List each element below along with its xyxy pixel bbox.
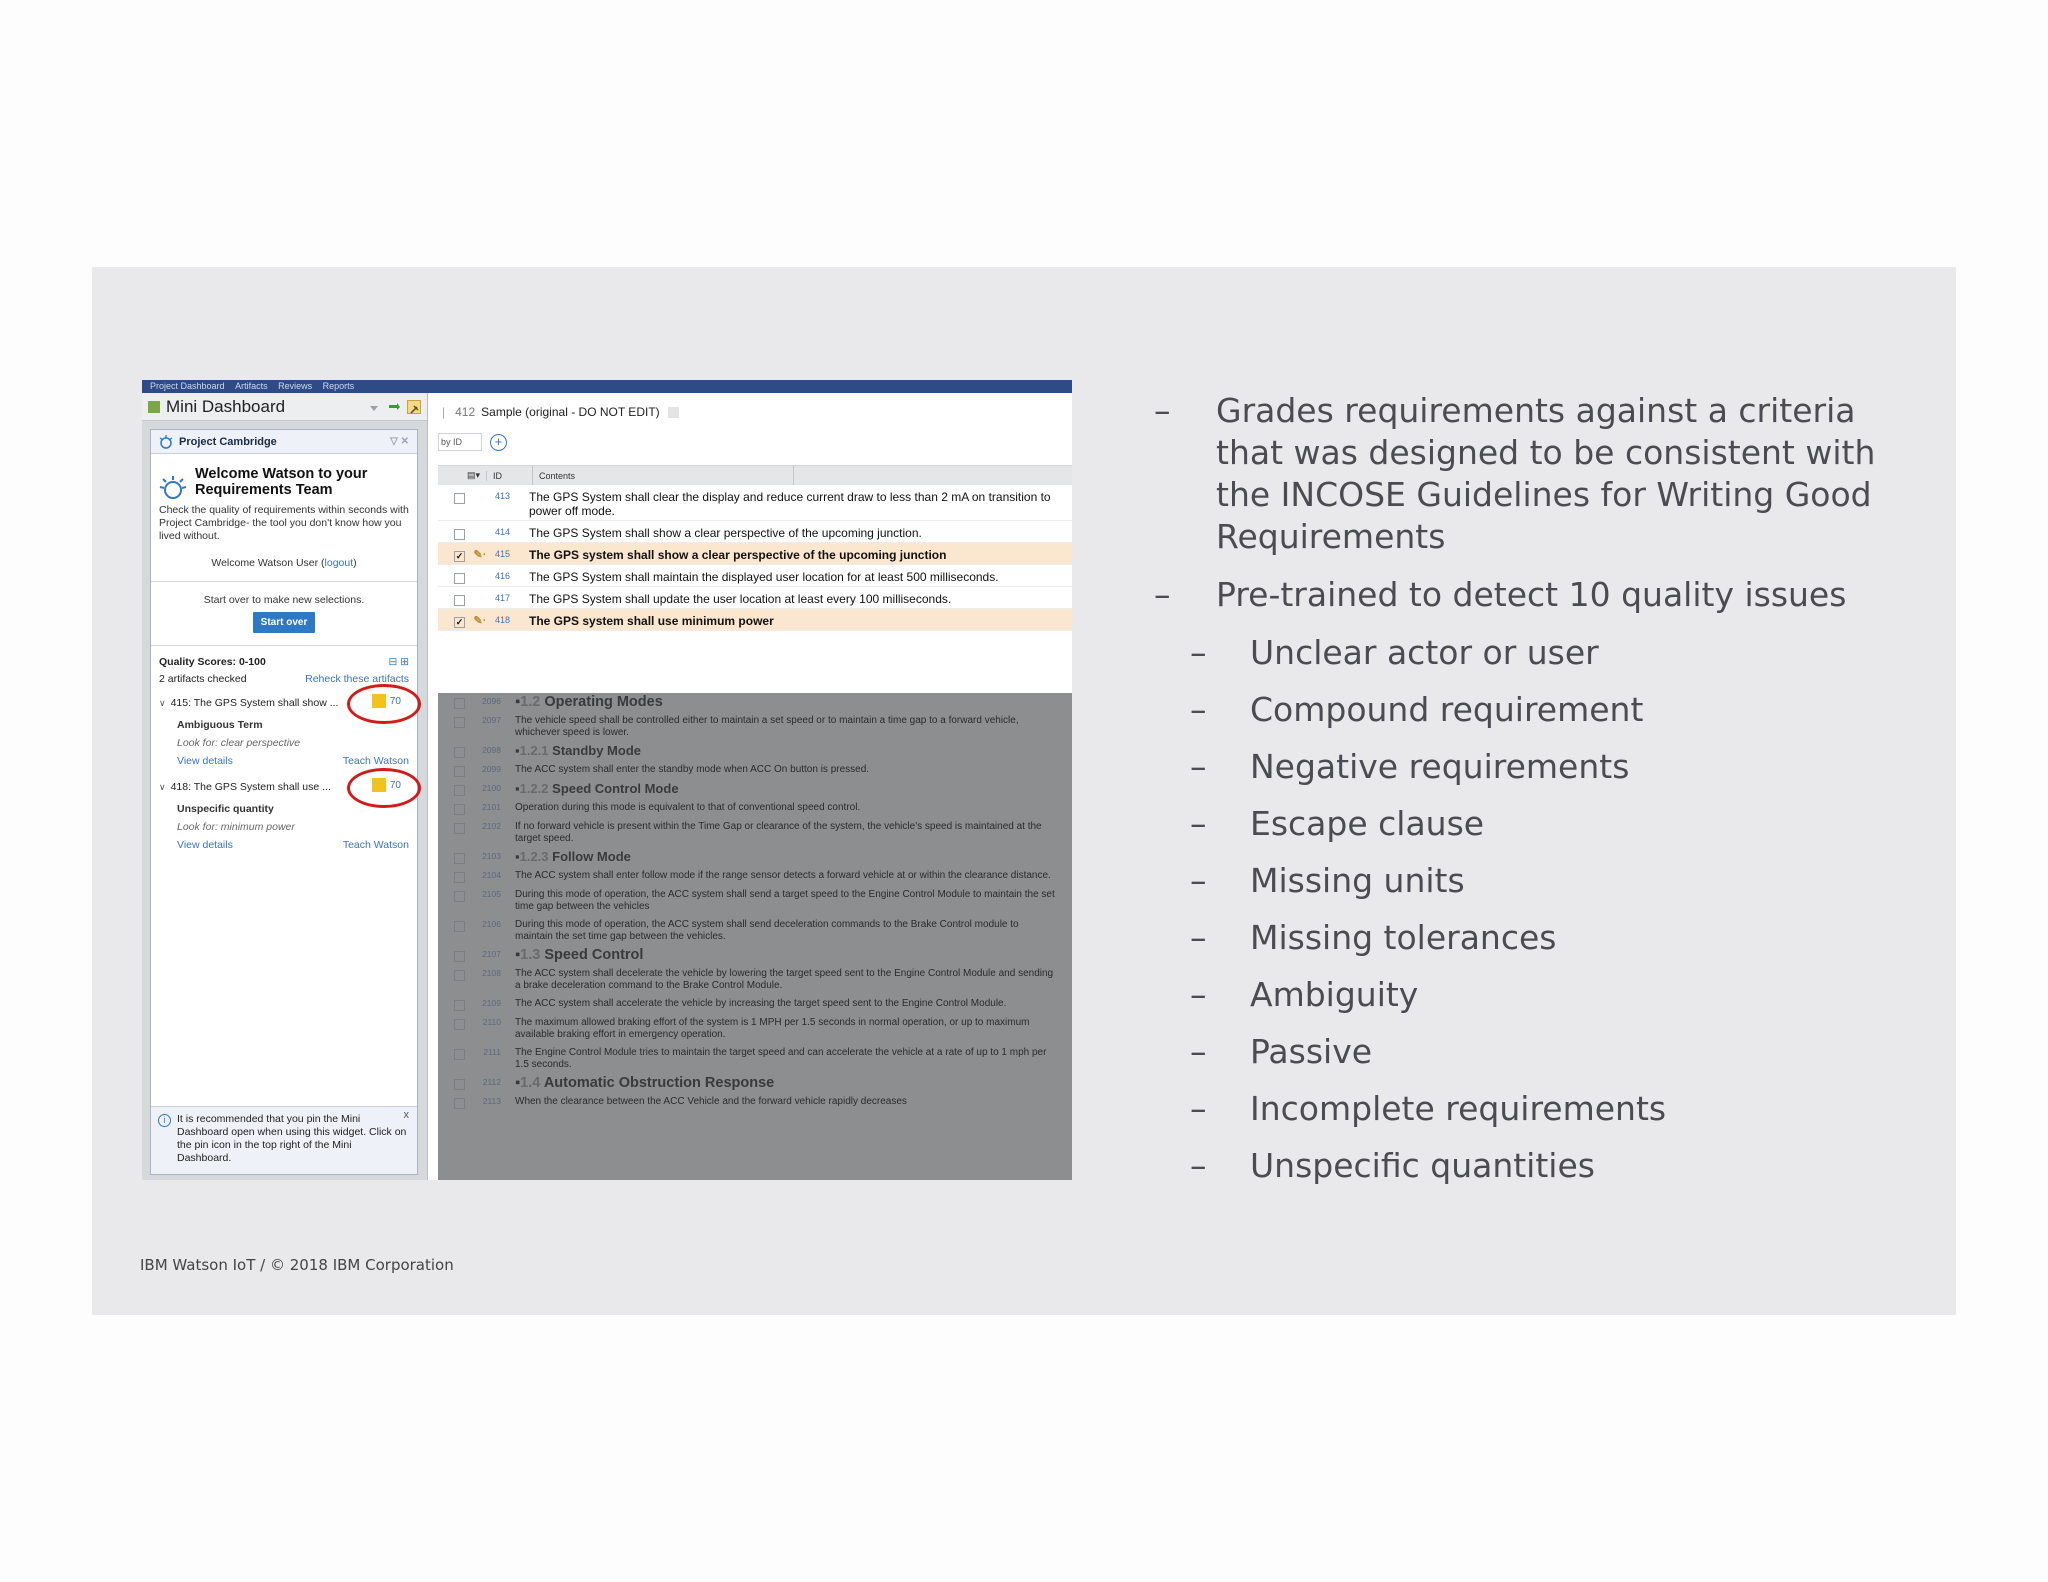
section-heading-row: [438, 848, 1072, 867]
table-row: [438, 712, 1072, 742]
row-checkbox: [454, 698, 465, 709]
row-contents: The maximum allowed braking effort of the system is 1 MPH per 1.5 seconds in normal operation, or up to maximum available braking effort in emergency operation.: [515, 1017, 1030, 1040]
bullet-dash: –: [1190, 975, 1207, 1014]
bullet-list: [1154, 390, 1914, 1202]
bullet-item: [1154, 390, 1914, 558]
section-heading: ▪1.2 Operating Modes: [515, 694, 663, 710]
section-title: Speed Control Mode: [552, 781, 679, 796]
watson-logo-icon: [159, 474, 187, 502]
dashboard-grid-icon: [148, 401, 160, 413]
issue-title[interactable]: 415: The GPS System shall show ...: [170, 697, 339, 709]
startover-section: [151, 594, 417, 633]
row-contents: The ACC system shall accelerate the vehicle by increasing the target speed sent to the Engine Control Module.: [515, 998, 1007, 1009]
collapse-expand-icons[interactable]: ⊟ ⊞: [388, 656, 409, 668]
mini-dashboard-header: [142, 393, 427, 421]
table-row[interactable]: [438, 543, 1072, 565]
logout-link[interactable]: logout: [324, 557, 354, 569]
table-row: [438, 1093, 1072, 1112]
sub-bullet-item: [1154, 746, 1914, 788]
bullet-dash: –: [1190, 804, 1207, 843]
row-contents: When the clearance between the ACC Vehicle and the forward vehicle rapidly decreases: [515, 1096, 907, 1107]
row-contents: The GPS system shall use minimum power: [529, 614, 774, 628]
row-contents: The GPS System shall show a clear perspective of the upcoming junction.: [529, 526, 922, 540]
row-checkbox[interactable]: [454, 595, 465, 606]
bullet-dash: –: [1190, 861, 1207, 900]
table-row[interactable]: [438, 609, 1072, 631]
divider: [151, 581, 417, 582]
tip-text: It is recommended that you pin the Mini Dashboard open when using this widget. Click on the pin icon in the top right of the Mini Dashboard.: [177, 1113, 407, 1164]
bullet-text: Pre-trained to detect 10 quality issues: [1216, 575, 1847, 614]
annotation-circle: [347, 768, 421, 808]
row-checkbox: [454, 951, 465, 962]
widget-title-bar: [151, 430, 417, 454]
sub-bullet-item: [1154, 1145, 1914, 1187]
bullet-text: Negative requirements: [1250, 747, 1630, 786]
recheck-link[interactable]: Reheck these artifacts: [305, 673, 409, 685]
section-number: 1.2.2: [519, 781, 549, 796]
row-contents: The GPS System shall maintain the displayed user location for at least 500 milliseconds.: [529, 570, 999, 584]
teach-watson-link[interactable]: Teach Watson: [342, 839, 409, 851]
section-heading: ▪1.2.2 Speed Control Mode: [515, 781, 679, 796]
user-line: [159, 557, 409, 569]
slide-footer: IBM Watson IoT / © 2018 IBM Corporation: [140, 1256, 454, 1274]
edit-pencil-icon[interactable]: ✎·: [473, 615, 487, 627]
project-cambridge-widget: [150, 429, 418, 1175]
view-details-link[interactable]: View details: [177, 755, 233, 767]
bullet-dash: –: [1154, 575, 1171, 614]
row-checkbox: [454, 823, 465, 834]
row-id: 2109: [482, 998, 501, 1008]
row-checkbox: [454, 1079, 465, 1090]
row-id: 2102: [482, 821, 501, 831]
row-checkbox: [454, 1000, 465, 1011]
module-header: [438, 393, 1072, 431]
row-checkbox: [454, 1049, 465, 1060]
row-contents: The GPS System shall update the user location at least every 100 milliseconds.: [529, 592, 952, 606]
section-title: Automatic Obstruction Response: [543, 1075, 775, 1091]
pin-icon[interactable]: [407, 400, 421, 414]
row-checkbox: [454, 970, 465, 981]
row-checkbox: [454, 872, 465, 883]
nav-tab-dashboard[interactable]: Project Dashboard: [150, 381, 225, 391]
bullet-text: Compound requirement: [1250, 690, 1644, 729]
row-contents: The ACC system shall decelerate the vehicle by lowering the target speed sent to the Engine Control Module and sending a brake deceleration command to the Brake Control Module.: [515, 968, 1054, 991]
welcome-section: [151, 454, 417, 569]
issue-item: [159, 781, 409, 851]
row-id: 2108: [482, 968, 501, 978]
widget-controls[interactable]: ▽ ✕: [390, 436, 409, 447]
issue-title[interactable]: 418: The GPS System shall use ...: [170, 781, 331, 793]
table-row: [438, 965, 1072, 995]
row-id: 2104: [482, 870, 501, 880]
row-id: 2101: [482, 802, 501, 812]
row-checkbox: [454, 717, 465, 728]
scores-title: Quality Scores: 0-100: [159, 656, 266, 668]
row-checkbox: [454, 804, 465, 815]
start-over-button[interactable]: Start over: [253, 612, 316, 633]
bullet-dash: –: [1190, 1089, 1207, 1128]
section-heading: ▪1.3 Speed Control: [515, 947, 644, 963]
nav-tab-artifacts[interactable]: Artifacts: [235, 381, 268, 391]
row-id[interactable]: 416: [495, 571, 511, 581]
bullet-dash: –: [1190, 690, 1207, 729]
bullet-text: Unclear actor or user: [1250, 633, 1599, 672]
bullet-text: Ambiguity: [1250, 975, 1419, 1014]
row-contents: The GPS system shall show a clear perspective of the upcoming junction: [529, 548, 947, 562]
sub-bullet-item: [1154, 917, 1914, 959]
nav-tab-reports[interactable]: Reports: [322, 381, 355, 391]
table-row: [438, 867, 1072, 886]
row-checkbox[interactable]: [454, 573, 465, 584]
bullet-text: Passive: [1250, 1032, 1373, 1071]
bullet-item: [1154, 574, 1914, 616]
bullet-text: Escape clause: [1250, 804, 1485, 843]
section-heading-row: [438, 742, 1072, 761]
section-heading-row: [438, 780, 1072, 799]
section-title: Operating Modes: [544, 694, 663, 710]
row-id[interactable]: 415: [495, 549, 511, 559]
add-filter-icon[interactable]: +: [490, 434, 507, 451]
section-heading: ▪1.2.1 Standby Mode: [515, 743, 641, 758]
bullet-dash: –: [1190, 633, 1207, 672]
row-id: 2113: [482, 1096, 501, 1106]
column-id[interactable]: ID: [486, 471, 532, 481]
mini-dashboard-title: Mini Dashboard: [166, 396, 286, 416]
table-row: [438, 1044, 1072, 1074]
bullet-dash: –: [1154, 391, 1171, 430]
issue-item: [159, 697, 409, 767]
row-contents: During this mode of operation, the ACC system shall send a target speed to the Engine Control Module to maintain the set time gap between the vehicles: [515, 889, 1055, 912]
row-id[interactable]: 413: [495, 491, 511, 501]
row-contents: If no forward vehicle is present within the Time Gap or clearance of the system, the vehicle's speed is maintained at the target speed.: [515, 821, 1042, 844]
row-id: 2105: [482, 889, 501, 899]
table-header: [438, 465, 1072, 485]
row-id: 2106: [482, 919, 501, 929]
row-id: 2112: [482, 1077, 501, 1087]
teach-watson-link[interactable]: Teach Watson: [342, 755, 409, 767]
bullet-text: Grades requirements against a criteria that was designed to be consistent with the INCOSE Guidelines for Writing Good Requirements: [1216, 391, 1876, 556]
column-options-icon[interactable]: ▤▾: [466, 470, 480, 480]
table-row: [438, 761, 1072, 780]
user-text-end: ): [353, 557, 357, 569]
row-checkbox[interactable]: ✓: [455, 617, 464, 627]
row-id: 2100: [482, 783, 501, 793]
close-icon[interactable]: x: [403, 1109, 409, 1121]
table-row[interactable]: [438, 521, 1072, 543]
module-number: 412: [455, 405, 476, 419]
table-row[interactable]: [438, 485, 1072, 521]
column-contents[interactable]: Contents: [532, 466, 794, 485]
score-value: 70: [389, 695, 401, 707]
refresh-icon[interactable]: [387, 400, 401, 414]
section-number: 1.2: [520, 694, 541, 710]
table-row: [438, 799, 1072, 818]
sub-bullet-item: [1154, 974, 1914, 1016]
row-checkbox: [454, 853, 465, 864]
sub-bullet-item: [1154, 1031, 1914, 1073]
annotation-circle: [347, 684, 421, 724]
table-row: [438, 1014, 1072, 1044]
issue-look-for: Look for: minimum power: [177, 821, 295, 833]
bullet-dash: –: [1190, 1032, 1207, 1071]
row-contents: The Engine Control Module tries to maintain the target speed and can accelerate the vehicle at a rate of up to 1 mph per 1.5 seconds.: [515, 1047, 1047, 1070]
sub-bullet-item: [1154, 860, 1914, 902]
section-heading-row: [438, 1074, 1072, 1093]
table-row: [438, 916, 1072, 946]
issue-type: Unspecific quantity: [177, 803, 274, 815]
startover-text: Start over to make new selections.: [203, 594, 365, 606]
module-title: Sample (original - DO NOT EDIT): [481, 405, 660, 419]
row-contents: The ACC system shall enter the standby mode when ACC On button is pressed.: [515, 764, 870, 775]
row-checkbox[interactable]: ✓: [455, 551, 464, 561]
view-details-link[interactable]: View details: [177, 839, 233, 851]
bullet-text: Unspecific quantities: [1250, 1146, 1595, 1185]
watson-small-icon: [158, 435, 174, 449]
section-heading: ▪1.4 Automatic Obstruction Response: [515, 1075, 775, 1091]
row-id: 2099: [482, 764, 501, 774]
info-icon: i: [158, 1114, 171, 1127]
nav-tab-reviews[interactable]: Reviews: [278, 381, 313, 391]
table-row: [438, 995, 1072, 1014]
chevron-down-icon[interactable]: ∨: [159, 697, 166, 708]
sub-bullet-item: [1154, 689, 1914, 731]
collapse-icon[interactable]: [367, 400, 381, 414]
dimmed-artifact-rows: [438, 693, 1072, 1180]
help-icon[interactable]: [668, 407, 679, 418]
user-text: Welcome Watson User (: [211, 557, 325, 569]
row-id: 2111: [483, 1047, 501, 1057]
row-contents: The ACC system shall enter follow mode if the range sensor detects a forward vehicle at or within the clearance distance.: [515, 870, 1051, 881]
bullet-dash: –: [1190, 918, 1207, 957]
row-contents: During this mode of operation, the ACC system shall send deceleration commands to the Brake Control module to maintain the set time gap between the vehicles.: [515, 919, 1019, 942]
quality-scores: [151, 646, 417, 851]
row-checkbox[interactable]: [454, 493, 465, 504]
row-checkbox: [454, 785, 465, 796]
artifact-view: [438, 393, 1072, 1180]
widget-title: Project Cambridge: [179, 435, 277, 448]
row-id: 2103: [482, 851, 501, 861]
issue-type: Ambiguous Term: [177, 719, 263, 731]
chevron-down-icon[interactable]: ∨: [159, 781, 166, 792]
row-id[interactable]: 417: [495, 593, 511, 603]
row-id[interactable]: 418: [495, 615, 511, 625]
section-number: 1.2.3: [519, 849, 549, 864]
row-contents: Operation during this mode is equivalent to that of conventional speed control.: [515, 802, 861, 813]
separator: |: [442, 405, 446, 419]
row-id[interactable]: 414: [495, 527, 511, 537]
mini-dashboard: [142, 393, 428, 1180]
bullet-dash: –: [1190, 747, 1207, 786]
bullet-text: Incomplete requirements: [1250, 1089, 1667, 1128]
section-number: 1.4: [520, 1075, 541, 1091]
bullet-text: Missing tolerances: [1250, 918, 1557, 957]
row-contents: The vehicle speed shall be controlled either to maintain a set speed or to maintain a time gap to a forward vehicle, whichever speed is lower.: [515, 715, 1019, 738]
sub-bullet-item: [1154, 1088, 1914, 1130]
welcome-text: Check the quality of requirements within seconds with Project Cambridge- the tool you don't know how you lived without.: [159, 504, 409, 542]
table-row[interactable]: [438, 565, 1072, 587]
bullet-dash: –: [1190, 1146, 1207, 1185]
issue-look-for: Look for: clear perspective: [177, 737, 301, 749]
table-row[interactable]: [438, 587, 1072, 609]
section-heading-row: [438, 693, 1072, 712]
section-title: Standby Mode: [552, 743, 641, 758]
row-checkbox: [454, 921, 465, 932]
edit-pencil-icon[interactable]: ✎·: [473, 549, 487, 561]
sub-bullet-item: [1154, 632, 1914, 674]
app-screenshot: [142, 380, 1072, 1180]
row-checkbox: [454, 1098, 465, 1109]
section-heading-row: [438, 946, 1072, 965]
bullet-text: Missing units: [1250, 861, 1465, 900]
artifact-rows: [438, 485, 1072, 631]
table-row: [438, 886, 1072, 916]
section-number: 1.3: [520, 947, 541, 963]
pin-tip: [151, 1106, 417, 1174]
welcome-heading: Welcome Watson to your Requirements Team: [195, 466, 368, 498]
row-checkbox: [454, 891, 465, 902]
row-id: 2110: [482, 1017, 501, 1027]
row-id: 2107: [482, 949, 501, 959]
row-id: 2098: [482, 745, 501, 755]
artifacts-checked: 2 artifacts checked: [159, 673, 247, 685]
top-navigation: [142, 380, 1072, 393]
row-id: 2096: [482, 696, 501, 706]
sub-bullet-item: [1154, 803, 1914, 845]
section-title: Follow Mode: [552, 849, 631, 864]
section-number: 1.2.1: [519, 743, 549, 758]
row-contents: The GPS System shall clear the display and reduce current draw to less than 2 mA on transition to power off mode.: [529, 490, 1051, 518]
row-checkbox: [454, 766, 465, 777]
score-value: 70: [389, 779, 401, 791]
filter-bar: [438, 431, 1072, 453]
row-checkbox: [454, 747, 465, 758]
filter-input[interactable]: by ID: [438, 433, 482, 451]
row-checkbox[interactable]: [454, 529, 465, 540]
row-id: 2097: [482, 715, 501, 725]
table-row: [438, 818, 1072, 848]
section-heading: ▪1.2.3 Follow Mode: [515, 849, 631, 864]
row-checkbox: [454, 1019, 465, 1030]
section-title: Speed Control: [544, 947, 644, 963]
